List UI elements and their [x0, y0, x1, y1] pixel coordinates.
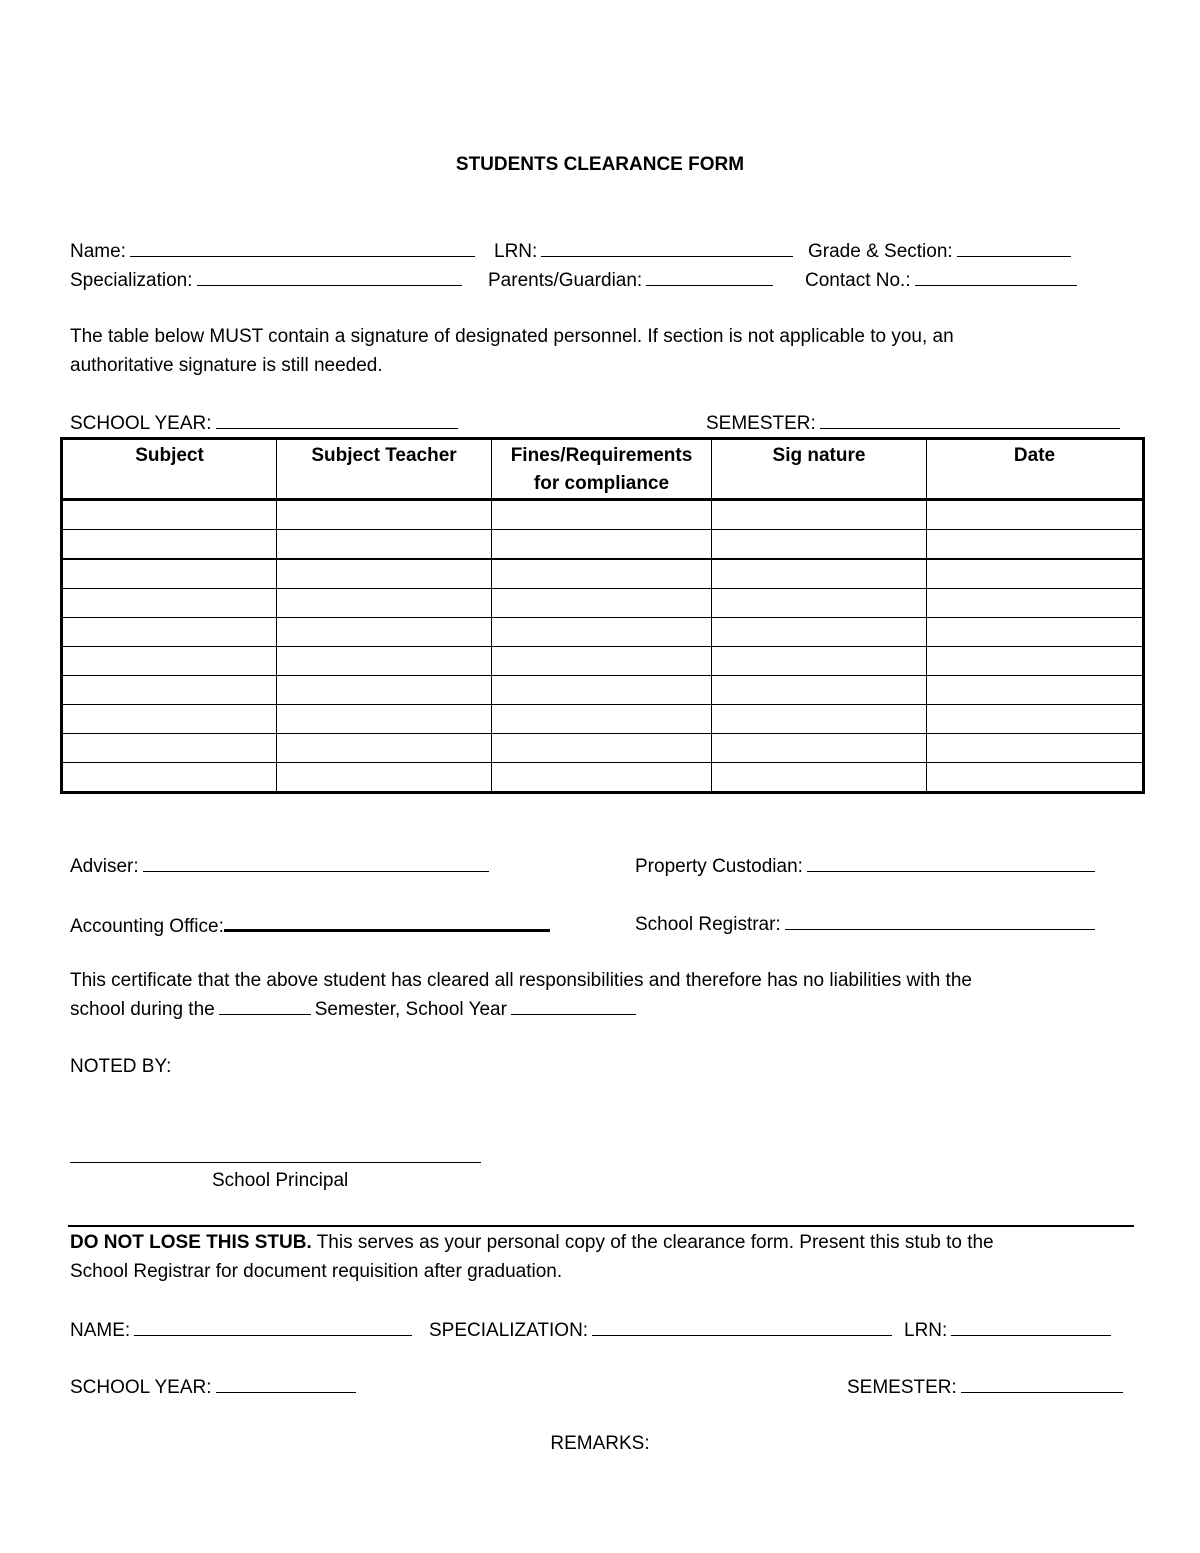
table-cell[interactable]	[492, 676, 712, 705]
semester-field[interactable]	[820, 410, 1120, 429]
table-cell[interactable]	[277, 676, 492, 705]
table-cell[interactable]	[62, 559, 277, 589]
school-year-label: SCHOOL YEAR:	[70, 413, 212, 434]
header-subject-teacher: Subject Teacher	[277, 439, 492, 500]
table-cell[interactable]	[712, 618, 927, 647]
header-fines	[492, 439, 712, 500]
table-cell[interactable]	[712, 500, 927, 530]
header-subject: Subject	[62, 439, 277, 500]
table-cell[interactable]	[492, 589, 712, 618]
table-cell[interactable]	[492, 500, 712, 530]
stub-school-year-label: SCHOOL YEAR:	[70, 1377, 212, 1398]
stub-semester-row	[847, 1374, 1127, 1400]
parents-guardian-row	[488, 267, 777, 293]
principal-label: School Principal	[212, 1170, 349, 1191]
accounting-field[interactable]	[224, 911, 550, 932]
stub-semester-field[interactable]	[961, 1374, 1123, 1393]
certificate-text	[70, 966, 972, 1024]
semester-label: SEMESTER:	[706, 413, 816, 434]
stub-lrn-row	[904, 1317, 1115, 1343]
stub-line-2: School Registrar for document requisition after graduation.	[70, 1261, 563, 1282]
name-row	[70, 238, 479, 264]
table-cell[interactable]	[927, 618, 1144, 647]
stub-specialization-field[interactable]	[592, 1317, 892, 1336]
table-row	[62, 763, 1144, 793]
table-cell[interactable]	[277, 705, 492, 734]
semester-row	[706, 410, 1124, 436]
registrar-label: School Registrar:	[635, 914, 781, 935]
certificate-school-year-field[interactable]	[511, 996, 636, 1015]
table-cell[interactable]	[492, 734, 712, 763]
contact-field[interactable]	[915, 267, 1077, 286]
adviser-label: Adviser:	[70, 856, 139, 877]
grade-section-label: Grade & Section:	[808, 241, 953, 262]
table-cell[interactable]	[927, 559, 1144, 589]
name-label: Name:	[70, 241, 126, 262]
lrn-label: LRN:	[494, 241, 538, 262]
parents-guardian-label: Parents/Guardian:	[488, 270, 643, 291]
instruction-line-1: The table below MUST contain a signature of designated personnel. If section is not applicable to you, an	[70, 326, 954, 347]
principal-signature-line[interactable]	[70, 1162, 481, 1163]
instructions	[70, 322, 954, 380]
table-cell[interactable]	[712, 559, 927, 589]
table-cell[interactable]	[62, 734, 277, 763]
contact-label: Contact No.:	[805, 270, 911, 291]
table-cell[interactable]	[277, 734, 492, 763]
certificate-line-2	[70, 995, 972, 1024]
table-row	[62, 618, 1144, 647]
header-date: Date	[927, 439, 1144, 500]
table-cell[interactable]	[492, 530, 712, 560]
table-cell[interactable]	[927, 530, 1144, 560]
property-custodian-label: Property Custodian:	[635, 856, 803, 877]
table-row	[62, 647, 1144, 676]
certificate-line-2a: school during the	[70, 999, 215, 1020]
table-cell[interactable]	[277, 618, 492, 647]
specialization-label: Specialization:	[70, 270, 193, 291]
specialization-row	[70, 267, 466, 293]
stub-notice	[70, 1228, 994, 1286]
stub-line-1-text: This serves as your personal copy of the clearance form. Present this stub to the	[311, 1232, 994, 1253]
table-cell[interactable]	[62, 763, 277, 793]
table-cell[interactable]	[927, 763, 1144, 793]
grade-section-row	[808, 238, 1075, 264]
table-cell[interactable]	[277, 559, 492, 589]
certificate-semester-field[interactable]	[219, 996, 311, 1015]
stub-bold-lead: DO NOT LOSE THIS STUB.	[70, 1232, 312, 1253]
table-cell[interactable]	[712, 647, 927, 676]
table-cell[interactable]	[492, 705, 712, 734]
table-cell[interactable]	[62, 589, 277, 618]
school-year-field[interactable]	[216, 410, 458, 429]
header-fines-line-2: for compliance	[533, 473, 670, 494]
table-row	[62, 734, 1144, 763]
contact-row	[805, 267, 1081, 293]
table-cell[interactable]	[62, 618, 277, 647]
accounting-label: Accounting Office:	[70, 916, 224, 937]
table-cell[interactable]	[492, 618, 712, 647]
stub-specialization-label: SPECIALIZATION:	[429, 1320, 589, 1341]
lrn-row	[494, 238, 797, 264]
stub-line-1	[70, 1228, 994, 1257]
stub-specialization-row	[429, 1317, 896, 1343]
stub-name-row	[70, 1317, 416, 1343]
table-cell[interactable]	[712, 676, 927, 705]
stub-name-field[interactable]	[134, 1317, 412, 1336]
stub-semester-label: SEMESTER:	[847, 1377, 957, 1398]
table-cell[interactable]	[277, 763, 492, 793]
table-cell[interactable]	[712, 763, 927, 793]
certificate-line-2b: Semester, School Year	[314, 999, 507, 1020]
table-cell[interactable]	[277, 530, 492, 560]
property-custodian-field[interactable]	[807, 853, 1095, 872]
table-cell[interactable]	[277, 500, 492, 530]
instruction-line-2: authoritative signature is still needed.	[70, 355, 383, 376]
table-cell[interactable]	[927, 589, 1144, 618]
table-cell[interactable]	[712, 734, 927, 763]
table-cell[interactable]	[62, 500, 277, 530]
table-cell[interactable]	[62, 676, 277, 705]
table-row	[62, 589, 1144, 618]
clearance-table	[60, 437, 1145, 794]
form-title: STUDENTS CLEARANCE FORM	[455, 154, 745, 175]
table-cell[interactable]	[927, 734, 1144, 763]
table-cell[interactable]	[492, 763, 712, 793]
table-header-row	[62, 439, 1144, 500]
table-cell[interactable]	[712, 589, 927, 618]
table-cell[interactable]	[927, 705, 1144, 734]
table-cell[interactable]	[927, 647, 1144, 676]
table-cell[interactable]	[927, 676, 1144, 705]
table-cell[interactable]	[492, 647, 712, 676]
stub-separator	[68, 1225, 1134, 1227]
stub-lrn-field[interactable]	[951, 1317, 1111, 1336]
parents-guardian-field[interactable]	[646, 267, 773, 286]
noted-by-label: NOTED BY:	[70, 1056, 172, 1077]
table-cell[interactable]	[712, 705, 927, 734]
adviser-row	[70, 853, 493, 879]
specialization-field[interactable]	[197, 267, 462, 286]
stub-name-label: NAME:	[70, 1320, 131, 1341]
registrar-row	[635, 911, 1099, 937]
table-cell[interactable]	[62, 705, 277, 734]
table-cell[interactable]	[927, 500, 1144, 530]
table-cell[interactable]	[492, 559, 712, 589]
school-year-row	[70, 410, 462, 436]
accounting-row	[70, 911, 554, 939]
table-cell[interactable]	[277, 647, 492, 676]
stub-school-year-field[interactable]	[216, 1374, 356, 1393]
stub-remarks-label: REMARKS:	[550, 1433, 650, 1454]
table-row	[62, 676, 1144, 705]
table-row	[62, 705, 1144, 734]
stub-school-year-row	[70, 1374, 360, 1400]
stub-lrn-label: LRN:	[904, 1320, 948, 1341]
table-row	[62, 500, 1144, 530]
header-fines-line-1: Fines/Requirements	[510, 445, 693, 466]
grade-section-field[interactable]	[957, 238, 1071, 257]
adviser-field[interactable]	[143, 853, 489, 872]
property-custodian-row	[635, 853, 1099, 879]
table-row	[62, 530, 1144, 560]
table-cell[interactable]	[62, 530, 277, 560]
lrn-field[interactable]	[541, 238, 793, 257]
header-signature: Sig nature	[712, 439, 927, 500]
registrar-field[interactable]	[785, 911, 1095, 930]
certificate-line-1: This certificate that the above student has cleared all responsibilities and therefore has no liabilities with the	[70, 970, 972, 991]
table-cell[interactable]	[62, 647, 277, 676]
table-row	[62, 559, 1144, 589]
table-cell[interactable]	[277, 589, 492, 618]
name-field[interactable]	[130, 238, 475, 257]
table-cell[interactable]	[712, 530, 927, 560]
